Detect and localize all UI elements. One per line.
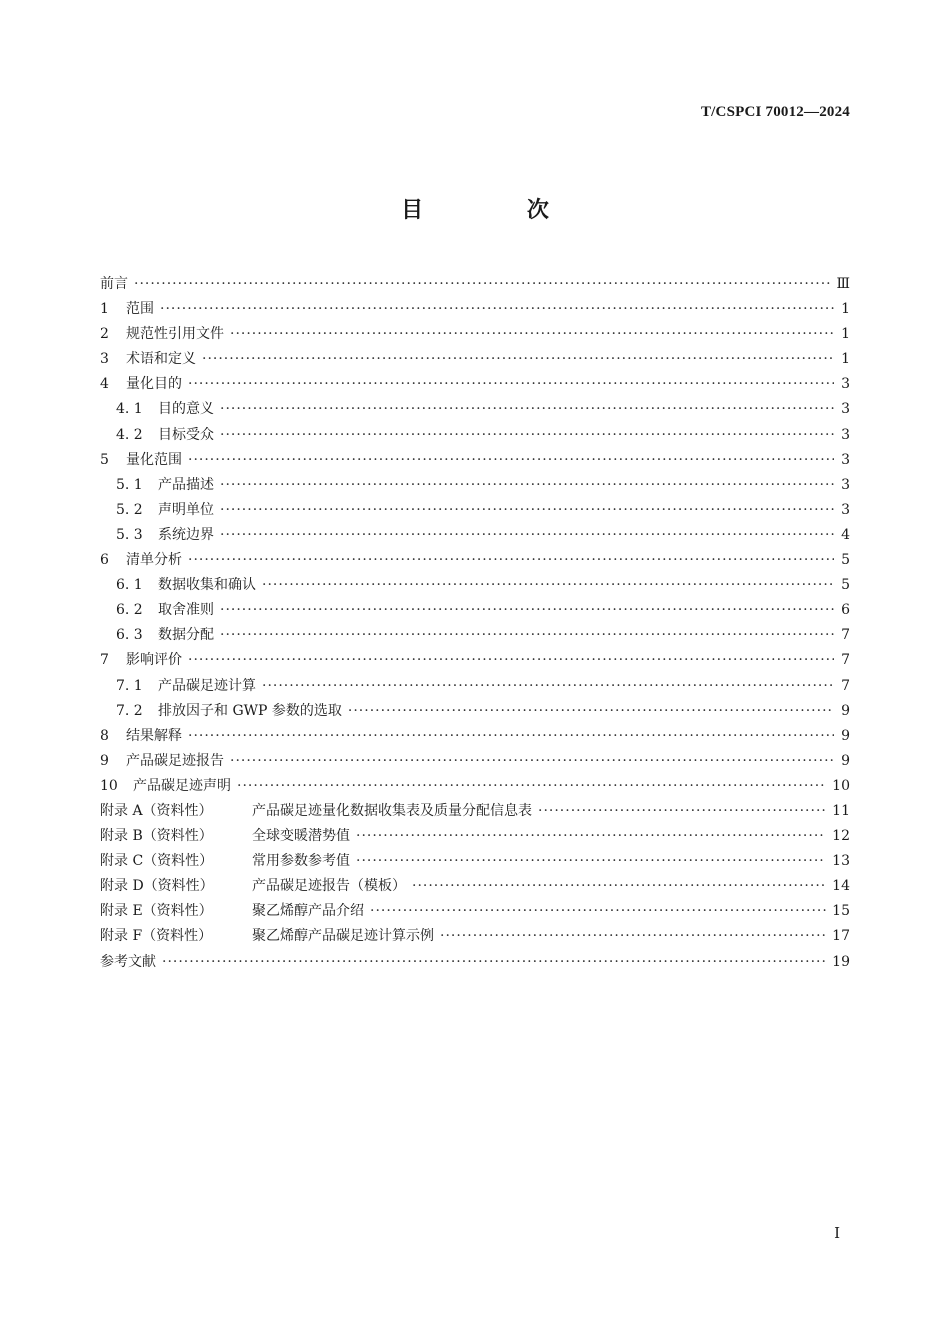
toc-entry-label: 常用参数参考值 [252, 853, 350, 870]
toc-entry-title [100, 924, 434, 949]
dot-leader [220, 498, 834, 523]
toc-entry-title [100, 849, 350, 874]
toc-entry-number: 6. 3 [116, 627, 143, 644]
toc-entry-label: 目的意义 [158, 401, 214, 418]
toc-entry[interactable] [100, 924, 850, 949]
dot-leader [356, 824, 826, 849]
toc-entry-number: 3 [100, 351, 109, 368]
toc-entry-number: 6. 1 [116, 577, 143, 594]
toc-entry-page: 19 [832, 953, 850, 970]
toc-entry-title [116, 623, 214, 648]
toc-entry-page: 12 [832, 828, 850, 845]
document-number: T/CSPCI 70012—2024 [700, 104, 850, 120]
toc-entry-title [116, 598, 214, 623]
toc-entry[interactable] [100, 573, 850, 598]
toc-entry-title [100, 272, 128, 297]
toc-entry-number: 5. 3 [116, 526, 143, 543]
toc-entry-title [100, 874, 406, 899]
toc-entry-page: 4 [841, 526, 850, 543]
toc-entry-page: 7 [841, 627, 850, 644]
toc-entry-page: 1 [841, 326, 850, 343]
toc-entry-page: 9 [841, 702, 850, 719]
dot-leader [162, 950, 826, 975]
toc-entry[interactable] [100, 598, 850, 623]
toc-entry-label: 聚乙烯醇产品介绍 [252, 903, 364, 920]
toc-entry-page: 3 [841, 376, 850, 393]
toc-entry-title [100, 749, 224, 774]
toc-entry-title [100, 297, 154, 322]
toc-entry-label: 产品描述 [158, 476, 214, 493]
dot-leader [440, 924, 826, 949]
dot-leader [220, 598, 834, 623]
toc-entry[interactable] [100, 674, 850, 699]
dot-leader [160, 297, 834, 322]
toc-entry-title [116, 397, 214, 422]
toc-entry-label: 全球变暖潜势值 [252, 828, 350, 845]
toc-entry-title [116, 573, 256, 598]
toc-entry-number: 附录 E（资料性） [100, 903, 213, 920]
toc-entry-page: 3 [841, 476, 850, 493]
toc-entry-page: 15 [832, 903, 850, 920]
toc-entry-label: 结果解释 [126, 727, 182, 744]
toc-entry-title [100, 347, 196, 372]
toc-entry[interactable] [100, 849, 850, 874]
toc-entry-number: 5. 1 [116, 476, 143, 493]
toc-entry-page: 1 [841, 301, 850, 318]
toc-entry[interactable] [100, 749, 850, 774]
toc-entry[interactable] [100, 347, 850, 372]
toc-entry-label: 量化目的 [126, 376, 182, 393]
toc-entry-title [116, 498, 214, 523]
toc-entry-title [116, 699, 342, 724]
toc-entry[interactable] [100, 322, 850, 347]
toc-entry[interactable] [100, 899, 850, 924]
dot-leader [220, 397, 834, 422]
toc-entry-page: 9 [841, 727, 850, 744]
dot-leader [220, 623, 834, 648]
toc-entry-label: 数据收集和确认 [158, 577, 256, 594]
toc-entry-title [100, 648, 182, 673]
dot-leader [230, 322, 834, 347]
toc-entry[interactable] [100, 498, 850, 523]
dot-leader [237, 774, 826, 799]
toc-entry-label: 前言 [100, 276, 128, 292]
toc-entry[interactable] [100, 774, 850, 799]
toc-entry-label: 产品碳足迹量化数据收集表及质量分配信息表 [252, 802, 532, 819]
toc-entry-page: 3 [841, 501, 850, 518]
dot-leader [220, 423, 834, 448]
dot-leader [356, 849, 826, 874]
toc-entry[interactable] [100, 623, 850, 648]
toc-entry-number: 附录 C（资料性） [100, 853, 214, 870]
dot-leader [202, 347, 834, 372]
toc-entry-label: 产品碳足迹声明 [133, 777, 231, 794]
dot-leader [230, 749, 834, 774]
toc-entry-title [100, 774, 231, 799]
toc-entry-number: 8 [100, 727, 109, 744]
toc-entry-number: 1 [100, 301, 109, 318]
toc-entry-page: 14 [832, 878, 850, 895]
page-number: Ⅰ [834, 1226, 840, 1242]
dot-leader [348, 699, 834, 724]
toc-entry-page: 5 [841, 552, 850, 569]
toc-entry-page: 11 [832, 802, 850, 819]
toc-entry[interactable] [100, 372, 850, 397]
toc-entry-page: Ⅲ [836, 276, 850, 292]
toc-entry-number: 6. 2 [116, 602, 143, 619]
toc-entry-page: 9 [841, 752, 850, 769]
toc-entry-page: 3 [841, 451, 850, 468]
toc-entry-number: 7. 1 [116, 677, 143, 694]
toc-entry-label: 清单分析 [126, 552, 182, 569]
dot-leader [188, 648, 834, 673]
toc-entry-number: 6 [100, 552, 109, 569]
toc-entry[interactable] [100, 423, 850, 448]
toc-entry-label: 声明单位 [158, 501, 214, 518]
toc-entry-title [116, 523, 214, 548]
toc-entry-label: 数据分配 [158, 627, 214, 644]
toc-entry-title [100, 322, 224, 347]
toc-entry-label: 影响评价 [126, 652, 182, 669]
toc-entry-title [116, 423, 214, 448]
dot-leader [188, 372, 834, 397]
toc-entry-page: 7 [841, 652, 850, 669]
toc-entry-page: 1 [841, 351, 850, 368]
toc-entry-title [100, 899, 364, 924]
toc-entry[interactable] [100, 699, 850, 724]
dot-leader [412, 874, 826, 899]
dot-leader [188, 724, 834, 749]
toc-entry-title [100, 799, 532, 824]
toc-entry-title [100, 548, 182, 573]
dot-leader [188, 448, 834, 473]
toc-entry-label: 量化范围 [126, 451, 182, 468]
toc-entry-label: 系统边界 [158, 526, 214, 543]
toc-entry-title [100, 724, 182, 749]
dot-leader [538, 799, 826, 824]
toc-entry-number: 10 [100, 777, 118, 794]
toc-entry-number: 5 [100, 451, 109, 468]
toc-entry[interactable] [100, 473, 850, 498]
toc-entry-number: 4. 1 [116, 401, 143, 418]
toc-entry-page: 6 [841, 602, 850, 619]
toc-entry-label: 参考文献 [100, 953, 156, 970]
toc-entry[interactable] [100, 799, 850, 824]
toc-entry-label: 聚乙烯醇产品碳足迹计算示例 [252, 928, 434, 945]
dot-leader [134, 272, 830, 297]
dot-leader [370, 899, 826, 924]
toc-entry-title [100, 950, 156, 975]
toc-entry-page: 17 [832, 928, 850, 945]
toc-entry-page: 7 [841, 677, 850, 694]
toc-entry-label: 产品碳足迹计算 [158, 677, 256, 694]
toc-entry-number: 5. 2 [116, 501, 143, 518]
dot-leader [220, 473, 834, 498]
toc-entry[interactable] [100, 724, 850, 749]
toc-entry[interactable] [100, 824, 850, 849]
toc-entry-page: 13 [832, 853, 850, 870]
toc-entry[interactable] [100, 448, 850, 473]
dot-leader [188, 548, 834, 573]
toc-entry-label: 排放因子和 GWP 参数的选取 [158, 702, 342, 719]
toc-entry[interactable] [100, 523, 850, 548]
toc-entry-title [116, 674, 256, 699]
toc-entry-title [100, 372, 182, 397]
toc-entry-page: 3 [841, 401, 850, 418]
toc-entry[interactable] [100, 950, 850, 975]
toc-entry-label: 产品碳足迹报告 [126, 752, 224, 769]
toc-entry-number: 附录 A（资料性） [100, 802, 213, 819]
toc-entry-label: 规范性引用文件 [126, 326, 224, 343]
toc-entry-label: 目标受众 [158, 426, 214, 443]
toc-entry-number: 附录 D（资料性） [100, 878, 214, 895]
toc-entry-title [100, 448, 182, 473]
toc-entry-number: 附录 F（资料性） [100, 928, 213, 945]
toc-entry[interactable] [100, 297, 850, 322]
toc-entry-title [116, 473, 214, 498]
page-title: 目 次 [401, 198, 597, 223]
dot-leader [220, 523, 834, 548]
toc-entry-title [100, 824, 350, 849]
toc-entry-page: 5 [841, 577, 850, 594]
toc-entry[interactable] [100, 874, 850, 899]
toc-entry[interactable] [100, 648, 850, 673]
toc-entry-page: 10 [832, 777, 850, 794]
dot-leader [262, 573, 834, 598]
table-of-contents [100, 272, 850, 975]
toc-entry-number: 4 [100, 376, 109, 393]
toc-entry-number: 4. 2 [116, 426, 143, 443]
toc-entry-number: 附录 B（资料性） [100, 828, 213, 845]
toc-entry[interactable] [100, 548, 850, 573]
toc-entry[interactable] [100, 397, 850, 422]
toc-entry-label: 术语和定义 [126, 351, 196, 368]
toc-entry-page: 3 [841, 426, 850, 443]
toc-entry-number: 9 [100, 752, 109, 769]
toc-entry[interactable] [100, 272, 850, 297]
toc-entry-number: 2 [100, 326, 109, 343]
toc-entry-label: 产品碳足迹报告（模板） [252, 878, 406, 895]
toc-entry-label: 范围 [126, 301, 154, 318]
toc-entry-label: 取舍准则 [158, 602, 214, 619]
toc-entry-number: 7 [100, 652, 109, 669]
toc-entry-number: 7. 2 [116, 702, 143, 719]
dot-leader [262, 674, 834, 699]
